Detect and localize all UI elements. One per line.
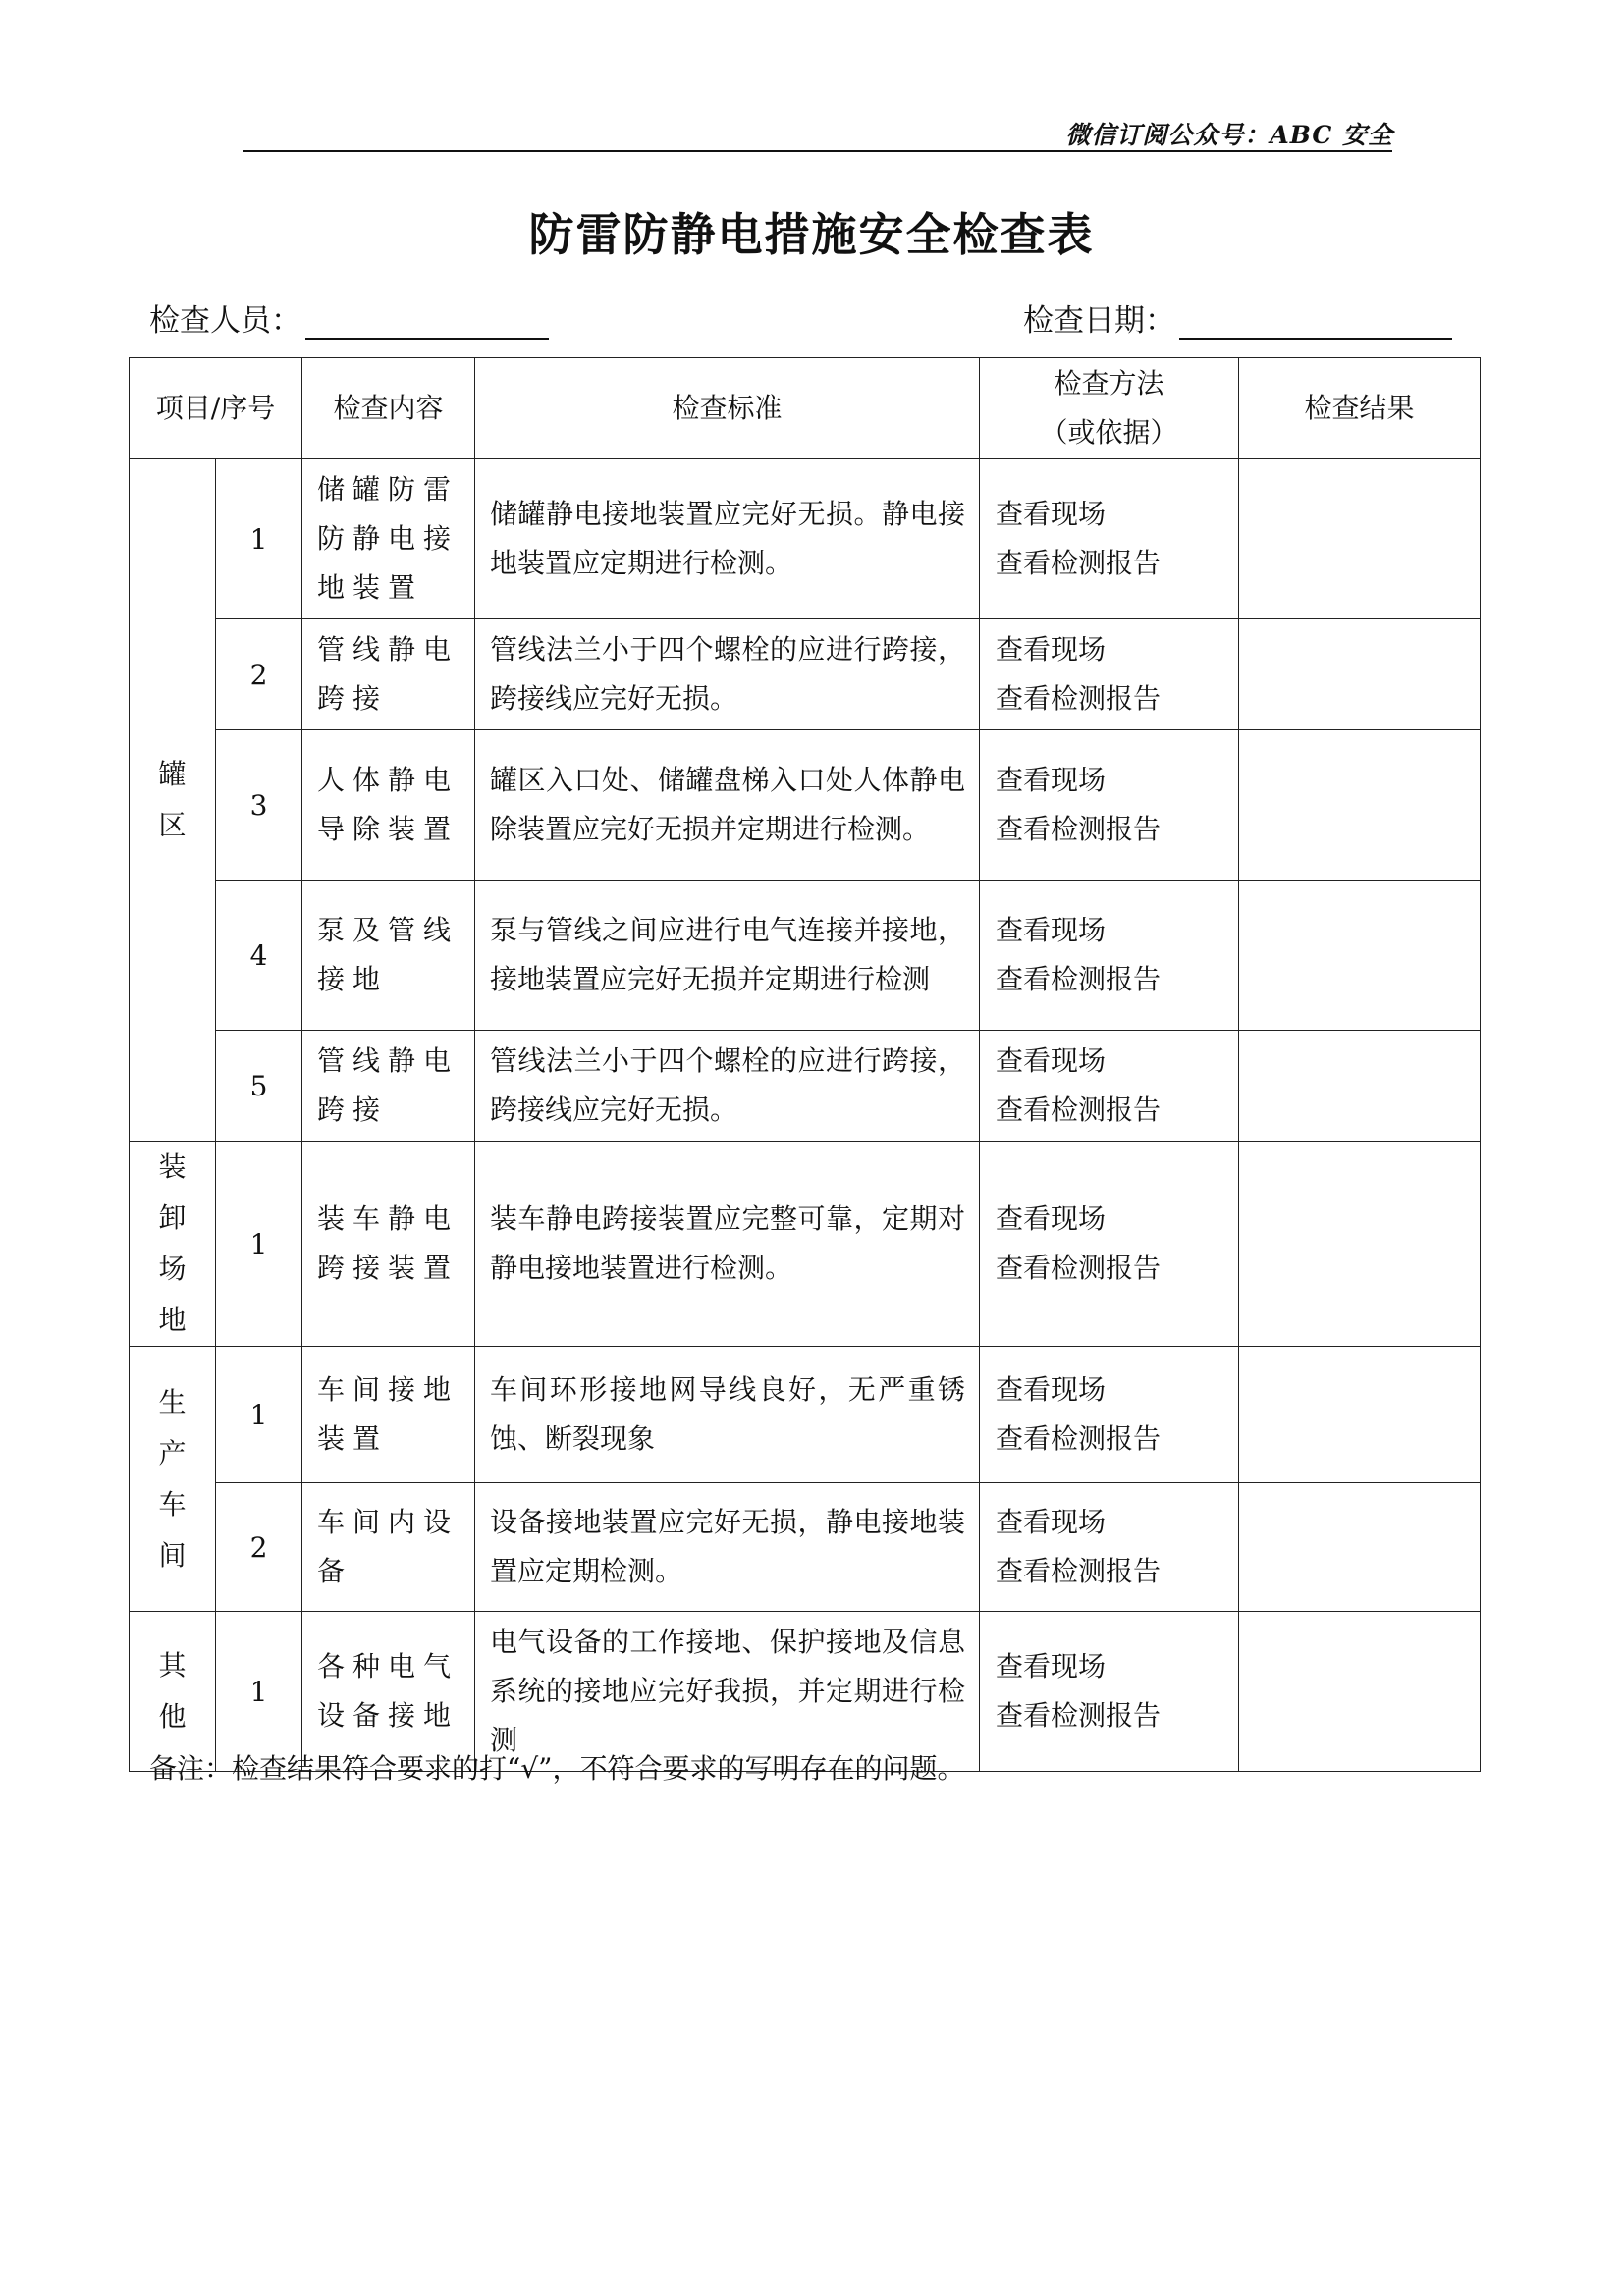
table-row xyxy=(130,1347,1481,1483)
method-site: 查看现场 xyxy=(996,1373,1107,1406)
date-field xyxy=(1023,295,1452,340)
table-row xyxy=(130,730,1481,881)
table-row xyxy=(130,1031,1481,1142)
check-method xyxy=(980,730,1239,881)
check-result-cell[interactable] xyxy=(1239,1483,1481,1612)
check-standard: 储罐静电接地装置应完好无损。静电接地装置应定期进行检测。 xyxy=(475,459,980,619)
header-result: 检查结果 xyxy=(1239,358,1481,459)
table-body xyxy=(130,459,1481,1772)
category-cell xyxy=(130,1142,216,1347)
check-result-cell[interactable] xyxy=(1239,1031,1481,1142)
row-number: 1 xyxy=(216,1142,302,1347)
inspector-field xyxy=(149,295,549,340)
header-divider xyxy=(243,150,1392,152)
check-method xyxy=(980,881,1239,1031)
table-row xyxy=(130,881,1481,1031)
method-report: 查看检测报告 xyxy=(996,963,1162,995)
header-method xyxy=(980,358,1239,459)
check-result-cell[interactable] xyxy=(1239,1142,1481,1347)
check-standard: 管线法兰小于四个螺栓的应进行跨接，跨接线应完好无损。 xyxy=(475,1031,980,1142)
category-cell xyxy=(130,1347,216,1612)
table-row xyxy=(130,1142,1481,1347)
inspector-label: 检查人员： xyxy=(149,303,301,339)
method-site: 查看现场 xyxy=(996,498,1107,530)
check-content: 泵及管线接地 xyxy=(302,881,475,1031)
check-standard: 电气设备的工作接地、保护接地及信息系统的接地应完好我损，并定期进行检测 xyxy=(475,1612,980,1772)
check-content: 装车静电跨接装置 xyxy=(302,1142,475,1347)
check-content: 各种电气设备接地 xyxy=(302,1612,475,1772)
inspection-table xyxy=(129,357,1481,1772)
method-site: 查看现场 xyxy=(996,1044,1107,1077)
category-label: 罐区 xyxy=(158,758,187,841)
check-result-cell[interactable] xyxy=(1239,459,1481,619)
table-row xyxy=(130,619,1481,730)
method-site: 查看现场 xyxy=(996,633,1107,666)
category-cell xyxy=(130,459,216,1142)
method-site: 查看现场 xyxy=(996,1650,1107,1682)
row-number: 4 xyxy=(216,881,302,1031)
table-row xyxy=(130,1483,1481,1612)
check-result-cell[interactable] xyxy=(1239,730,1481,881)
method-site: 查看现场 xyxy=(996,914,1107,946)
row-number: 1 xyxy=(216,1612,302,1772)
method-report: 查看检测报告 xyxy=(996,1252,1162,1284)
row-number: 2 xyxy=(216,619,302,730)
check-content: 管线静电跨接 xyxy=(302,1031,475,1142)
method-site: 查看现场 xyxy=(996,764,1107,796)
page-title: 防雷防静电措施安全检查表 xyxy=(528,208,1095,261)
date-label: 检查日期： xyxy=(1023,303,1175,339)
row-number: 2 xyxy=(216,1483,302,1612)
check-result-cell[interactable] xyxy=(1239,1612,1481,1772)
check-method xyxy=(980,1612,1239,1772)
check-standard: 管线法兰小于四个螺栓的应进行跨接，跨接线应完好无损。 xyxy=(475,619,980,730)
header-method-line2: （或依据） xyxy=(1040,416,1178,449)
row-number: 5 xyxy=(216,1031,302,1142)
source-note: 微信订阅公众号：ABC 安全 xyxy=(1065,121,1393,149)
check-method xyxy=(980,1142,1239,1347)
check-content: 管线静电跨接 xyxy=(302,619,475,730)
check-result-cell[interactable] xyxy=(1239,1347,1481,1483)
check-standard: 泵与管线之间应进行电气连接并接地，接地装置应完好无损并定期进行检测 xyxy=(475,881,980,1031)
category-label: 装卸场地 xyxy=(158,1150,187,1336)
check-method xyxy=(980,1031,1239,1142)
header-content: 检查内容 xyxy=(302,358,475,459)
check-standard: 车间环形接地网导线良好，无严重锈蚀、断裂现象 xyxy=(475,1347,980,1483)
category-label: 其他 xyxy=(158,1649,187,1733)
method-report: 查看检测报告 xyxy=(996,1422,1162,1455)
check-method xyxy=(980,619,1239,730)
check-content: 车间内设备 xyxy=(302,1483,475,1612)
method-report: 查看检测报告 xyxy=(996,1555,1162,1587)
check-method xyxy=(980,1347,1239,1483)
check-result-cell[interactable] xyxy=(1239,619,1481,730)
header-standard: 检查标准 xyxy=(475,358,980,459)
check-method xyxy=(980,459,1239,619)
check-standard: 设备接地装置应完好无损，静电接地装置应定期检测。 xyxy=(475,1483,980,1612)
table-header-row xyxy=(130,358,1481,459)
method-report: 查看检测报告 xyxy=(996,1699,1162,1732)
check-standard: 装车静电跨接装置应完整可靠，定期对静电接地装置进行检测。 xyxy=(475,1142,980,1347)
check-content: 车间接地装置 xyxy=(302,1347,475,1483)
row-number: 1 xyxy=(216,459,302,619)
method-site: 查看现场 xyxy=(996,1506,1107,1538)
date-blank-line[interactable] xyxy=(1179,302,1452,340)
method-report: 查看检测报告 xyxy=(996,1094,1162,1126)
check-standard: 罐区入口处、储罐盘梯入口处人体静电除装置应完好无损并定期进行检测。 xyxy=(475,730,980,881)
row-number: 3 xyxy=(216,730,302,881)
check-method xyxy=(980,1483,1239,1612)
method-report: 查看检测报告 xyxy=(996,547,1162,579)
method-report: 查看检测报告 xyxy=(996,813,1162,845)
header-item-no: 项目/序号 xyxy=(130,358,302,459)
method-site: 查看现场 xyxy=(996,1202,1107,1235)
category-label: 生产车间 xyxy=(158,1385,187,1572)
check-content: 储罐防雷防静电接地装置 xyxy=(302,459,475,619)
check-result-cell[interactable] xyxy=(1239,881,1481,1031)
method-report: 查看检测报告 xyxy=(996,682,1162,715)
header-method-line1: 检查方法 xyxy=(1054,367,1164,400)
table-row xyxy=(130,459,1481,619)
check-content: 人体静电导除装置 xyxy=(302,730,475,881)
footer-note: 备注：检查结果符合要求的打“√”，不符合要求的写明存在的问题。 xyxy=(149,1752,965,1785)
row-number: 1 xyxy=(216,1347,302,1483)
inspector-blank-line[interactable] xyxy=(305,302,549,340)
